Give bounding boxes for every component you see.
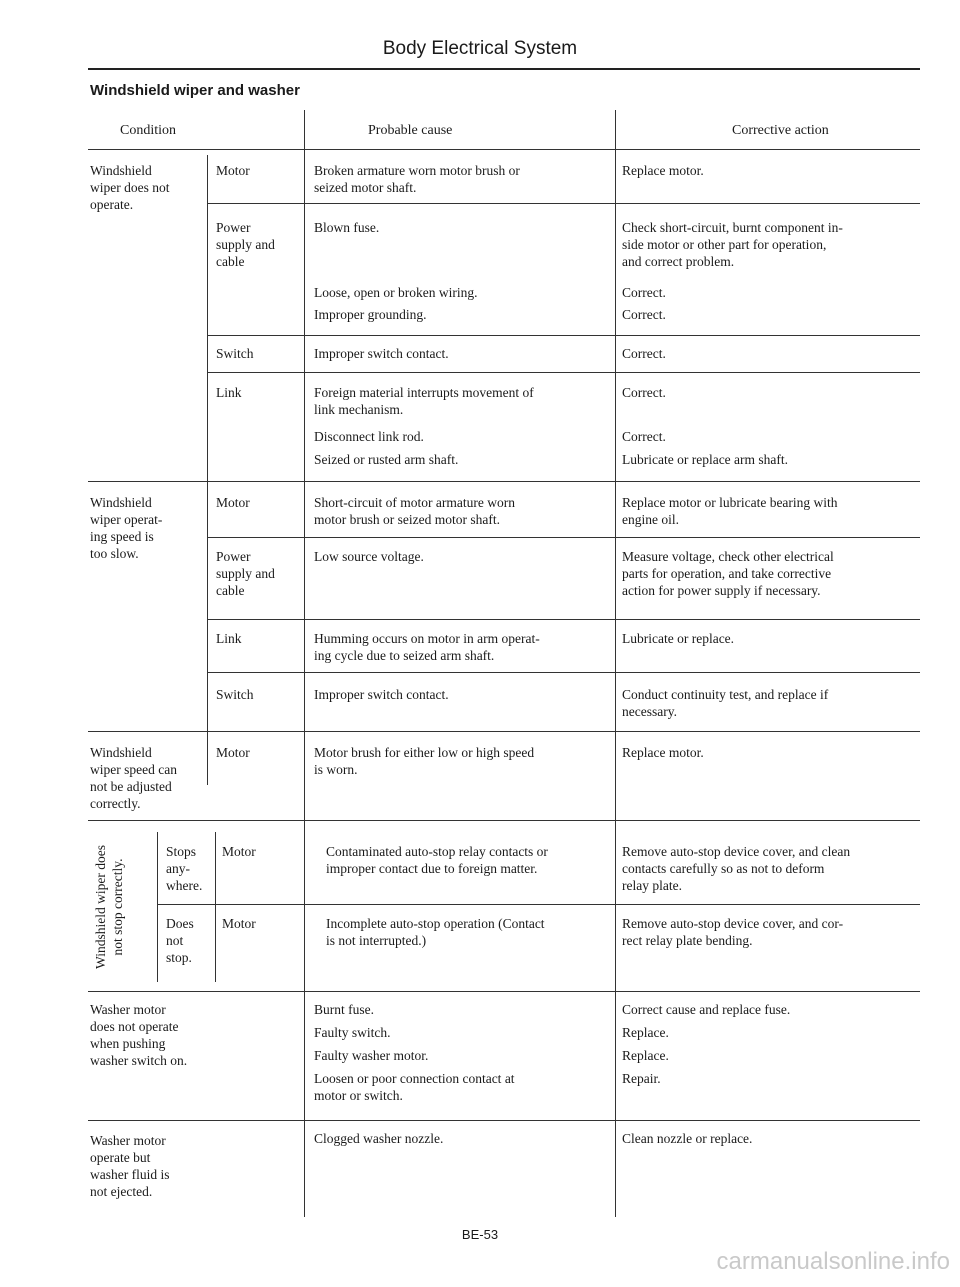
action-cell: Replace motor or lubricate bearing with engine oil. [622,495,838,527]
cause-cell: Contaminated auto-stop relay contacts or improper contact due to foreign matter. [326,844,548,876]
group-divider [88,1120,920,1121]
action-cell: Lubricate or replace arm shaft. [622,452,789,467]
condition-cell: Windshield wiper speed can not be adjusted correctly. [90,745,177,811]
part-cell: Switch [216,346,254,361]
part-cell: Power supply and cable [216,220,275,269]
cause-cell: Improper grounding. [314,307,427,322]
row-divider [207,335,920,336]
cause-cell: Humming occurs on motor in arm operat- ing cycle due to seized arm shaft. [314,631,540,663]
cause-cell: Burnt fuse. [314,1002,374,1017]
cause-cell: Low source voltage. [314,549,424,564]
part-cell: Motor [216,495,250,510]
action-cell: Correct. [622,385,666,400]
row-divider [207,619,920,620]
row-divider [207,672,920,673]
column-divider-part [207,155,208,785]
cause-cell: Faulty washer motor. [314,1048,429,1063]
row-divider [207,203,920,204]
group-divider [88,731,920,732]
header-corrective-action: Corrective action [732,123,829,138]
condition-cell: Windshield wiper does not operate. [90,163,170,212]
row-divider [207,537,920,538]
row-divider [207,372,920,373]
action-cell: Remove auto-stop device cover, and clean contacts carefully so as not to deform relay plate. [622,844,851,893]
header-rule [88,68,920,70]
action-cell: Conduct continuity test, and replace if necessary. [622,687,829,719]
cause-cell: Loosen or poor connection contact at motor or switch. [314,1071,515,1103]
condition-cell-rotated: Windshield wiper does not stop correctly. [93,845,125,969]
column-divider-condition [304,110,305,1217]
part-cell: Link [216,385,242,400]
page-title: Body Electrical System [382,38,578,59]
cause-cell: Improper switch contact. [314,346,449,361]
action-cell: Replace motor. [622,163,704,178]
sub-condition-cell: Does not stop. [166,916,194,965]
condition-cell: Washer motor does not operate when pushing washer switch on. [90,1002,188,1068]
action-cell: Correct. [622,429,666,444]
cause-cell: Faulty switch. [314,1025,391,1040]
action-cell: Correct. [622,307,666,322]
cause-cell: Incomplete auto-stop operation (Contact is not interrupted.) [326,916,545,948]
part-cell: Motor [216,745,250,760]
cause-cell: Blown fuse. [314,220,380,235]
cause-cell: Seized or rusted arm shaft. [314,452,459,467]
action-cell: Correct. [622,285,666,300]
condition-cell: Washer motor operate but washer fluid is not ejected. [90,1133,170,1199]
header-row-bottom [88,149,920,150]
page-number: BE-53 [461,1227,499,1242]
cause-cell: Disconnect link rod. [314,429,424,444]
action-cell: Repair. [622,1071,661,1086]
group-divider [88,991,920,992]
part-cell: Motor [216,163,250,178]
column-divider-sub-stop [157,832,158,982]
cause-cell: Improper switch contact. [314,687,449,702]
section-title: Windshield wiper and washer [90,82,300,99]
cause-cell: Loose, open or broken wiring. [314,285,478,300]
action-cell: Correct. [622,346,666,361]
cause-cell: Short-circuit of motor armature worn motor brush or seized motor shaft. [314,495,515,527]
cause-cell: Broken armature worn motor brush or seized motor shaft. [314,163,520,195]
action-cell: Measure voltage, check other electrical parts for operation, and take corrective action for power supply if necessary. [622,549,834,598]
row-divider [157,904,920,905]
action-cell: Lubricate or replace. [622,631,735,646]
column-divider-cause [615,110,616,1217]
cause-cell: Motor brush for either low or high speed is worn. [314,745,535,777]
action-cell: Clean nozzle or replace. [622,1131,753,1146]
header-condition: Condition [120,123,177,138]
part-cell: Power supply and cable [216,549,275,598]
sub-condition-cell: Stops any- where. [166,844,203,893]
action-cell: Replace. [622,1025,669,1040]
part-cell: Motor [222,916,256,931]
part-cell: Motor [222,844,256,859]
watermark: carmanualsonline.info [716,1248,950,1275]
action-cell: Replace. [622,1048,669,1063]
column-divider-part-stop [215,832,216,982]
condition-cell: Windshield wiper operat- ing speed is too slow. [90,495,163,561]
cause-cell: Foreign material interrupts movement of link mechanism. [314,385,534,417]
action-cell: Remove auto-stop device cover, and cor- rect relay plate bending. [622,916,844,948]
action-cell: Correct cause and replace fuse. [622,1002,791,1017]
group-divider [88,820,920,821]
action-cell: Check short-circuit, burnt component in- side motor or other part for operation, and correct problem. [622,220,843,269]
part-cell: Switch [216,687,254,702]
header-probable-cause: Probable cause [368,123,453,138]
action-cell: Replace motor. [622,745,704,760]
cause-cell: Clogged washer nozzle. [314,1131,444,1146]
group-divider [88,481,920,482]
part-cell: Link [216,631,242,646]
